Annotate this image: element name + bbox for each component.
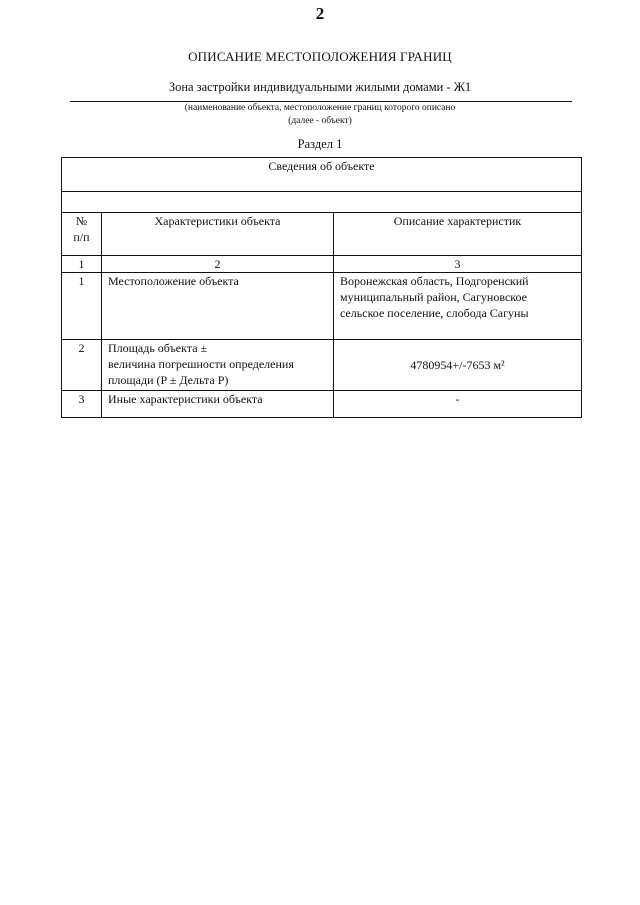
row-characteristic	[102, 340, 334, 391]
table-row	[62, 391, 582, 418]
object-caption-line-2: (далее - объект)	[288, 116, 352, 126]
row-characteristic-line: Иные характеристики объекта	[108, 392, 263, 406]
row-characteristic	[102, 273, 334, 340]
document-title: ОПИСАНИЕ МЕСТОПОЛОЖЕНИЯ ГРАНИЦ	[188, 49, 452, 64]
table-row	[62, 340, 582, 391]
column-number-2: 2	[102, 256, 334, 273]
row-num: 1	[62, 273, 102, 340]
object-name: Зона застройки индивидуальными жилыми домами - Ж1	[168, 80, 472, 94]
row-characteristic-line: величина погрешности определения	[108, 357, 294, 371]
row-description	[334, 340, 582, 391]
row-num: 3	[62, 391, 102, 418]
column-number-1: 1	[62, 256, 102, 273]
row-characteristic	[102, 391, 334, 418]
column-number-3: 3	[334, 256, 582, 273]
row-description-line: 4780954+/-7653 м²	[410, 358, 505, 372]
section-label: Раздел 1	[297, 137, 343, 151]
row-description-line: муниципальный район, Сагуновское	[340, 290, 527, 304]
row-characteristic-line: площади (P ± Дельта P)	[108, 373, 229, 387]
object-caption	[0, 102, 640, 128]
header-num	[62, 213, 102, 256]
row-num: 2	[62, 340, 102, 391]
header-num-line-1: №	[75, 214, 88, 228]
row-description-line: -	[455, 392, 460, 406]
table-header-row	[62, 213, 582, 256]
table-title-row	[62, 158, 582, 192]
row-characteristic-line: Площадь объекта ±	[108, 341, 208, 355]
table-title: Сведения об объекте	[62, 158, 582, 192]
row-description-line: Воронежская область, Подгоренский	[340, 274, 529, 288]
row-description-line: сельское поселение, слобода Сагуны	[340, 306, 529, 320]
row-description	[334, 273, 582, 340]
table-empty-cell	[62, 192, 582, 213]
table-column-numbers-row	[62, 256, 582, 273]
row-description	[334, 391, 582, 418]
table-row	[62, 273, 582, 340]
page-number: 2	[315, 4, 325, 23]
object-caption-line-1: (наименование объекта, местоположение границ которого описано	[184, 103, 456, 113]
header-num-line-2: п/п	[73, 230, 90, 244]
object-info-table	[61, 157, 582, 418]
header-characteristics: Характеристики объекта	[102, 213, 334, 256]
table-empty-row	[62, 192, 582, 213]
header-description: Описание характеристик	[334, 213, 582, 256]
row-characteristic-line: Местоположение объекта	[108, 274, 239, 288]
